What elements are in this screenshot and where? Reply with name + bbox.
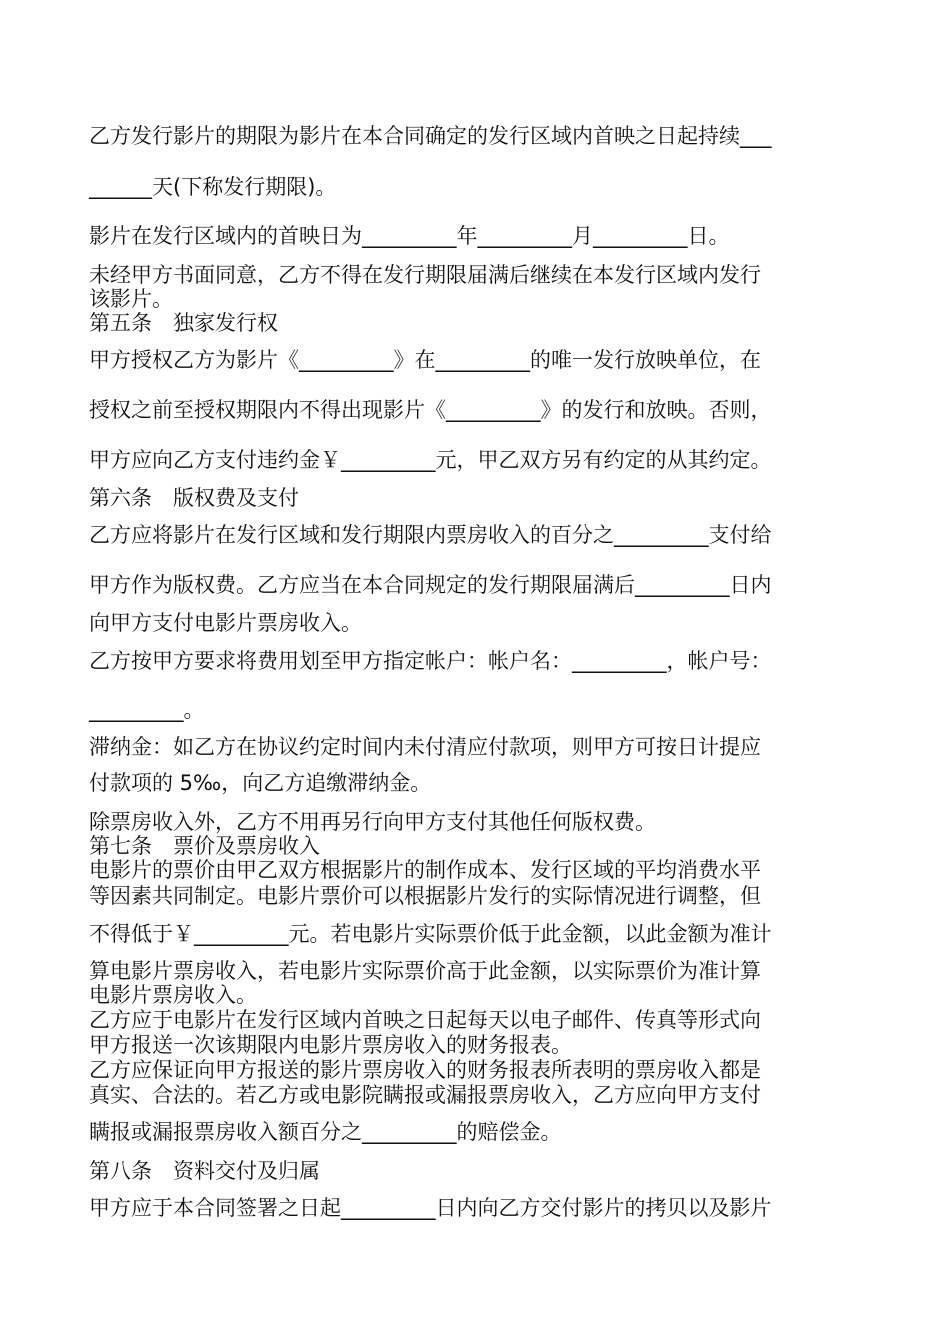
text-line: 电影片的票价由甲乙双方根据影片的制作成本、发行区域的平均消费水平: [89, 858, 761, 882]
text-line: 乙方应于电影片在发行区域内首映之日起每天以电子邮件、传真等形式向: [89, 1008, 761, 1032]
text-line: 真实、合法的。若乙方或电影院瞒报或漏报票房收入，乙方应向甲方支付: [89, 1083, 761, 1107]
text-line: 该影片。: [89, 287, 173, 311]
text-line: 电影片票房收入。: [89, 983, 257, 1007]
text-line: 甲方作为版权费。乙方应当在本合同规定的发行期限届满后_________日内: [89, 573, 772, 597]
text-line: 影片在发行区域内的首映日为_________年_________月_________日。: [89, 224, 730, 248]
text-line: 甲方授权乙方为影片《_________》在_________的唯一发行放映单位，在: [89, 348, 761, 372]
section-heading: 第五条 独家发行权: [89, 311, 278, 335]
section-heading: 第八条 资料交付及归属: [89, 1159, 320, 1183]
text-line: 不得低于￥_________元。若电影片实际票价低于此金额，以此金额为准计: [89, 922, 772, 946]
text-line: 乙方应保证向甲方报送的影片票房收入的财务报表所表明的票房收入都是: [89, 1058, 761, 1082]
text-line: 甲方应向乙方支付违约金￥_________元，甲乙双方另有约定的从其约定。: [89, 448, 772, 472]
text-line: 授权之前至授权期限内不得出现影片《_________》的发行和放映。否则，: [89, 398, 772, 422]
section-heading: 第七条 票价及票房收入: [89, 834, 320, 858]
text-line: _________。: [89, 698, 205, 722]
text-line: 算电影片票房收入，若电影片实际票价高于此金额，以实际票价为准计算: [89, 959, 761, 983]
text-line: 甲方应于本合同签署之日起_________日内向乙方交付影片的拷贝以及影片: [89, 1196, 772, 1220]
text-line: 甲方报送一次该期限内电影片票房收入的财务报表。: [89, 1033, 572, 1057]
text-line: 付款项的 5‰，向乙方追缴滞纳金。: [89, 771, 432, 795]
text-line: 瞒报或漏报票房收入额百分之_________的赔偿金。: [89, 1120, 562, 1144]
text-line: 向甲方支付电影片票房收入。: [89, 611, 362, 635]
text-line: 乙方发行影片的期限为影片在本合同确定的发行区域内首映之日起持续___: [89, 124, 772, 148]
section-heading: 第六条 版权费及支付: [89, 486, 299, 510]
text-line: 未经甲方书面同意，乙方不得在发行期限届满后继续在本发行区域内发行: [89, 263, 761, 287]
text-line: 除票房收入外，乙方不用再另行向甲方支付其他任何版权费。: [89, 810, 656, 834]
text-line: ______天(下称发行期限)。: [89, 175, 337, 199]
text-line: 乙方应将影片在发行区域和发行期限内票房收入的百分之_________支付给: [89, 523, 772, 547]
text-line: 等因素共同制定。电影片票价可以根据影片发行的实际情况进行调整，但: [89, 884, 761, 908]
text-line: 乙方按甲方要求将费用划至甲方指定帐户：帐户名：_________，帐户号：: [89, 649, 772, 673]
text-line: 滞纳金：如乙方在协议约定时间内未付清应付款项，则甲方可按日计提应: [89, 735, 761, 759]
